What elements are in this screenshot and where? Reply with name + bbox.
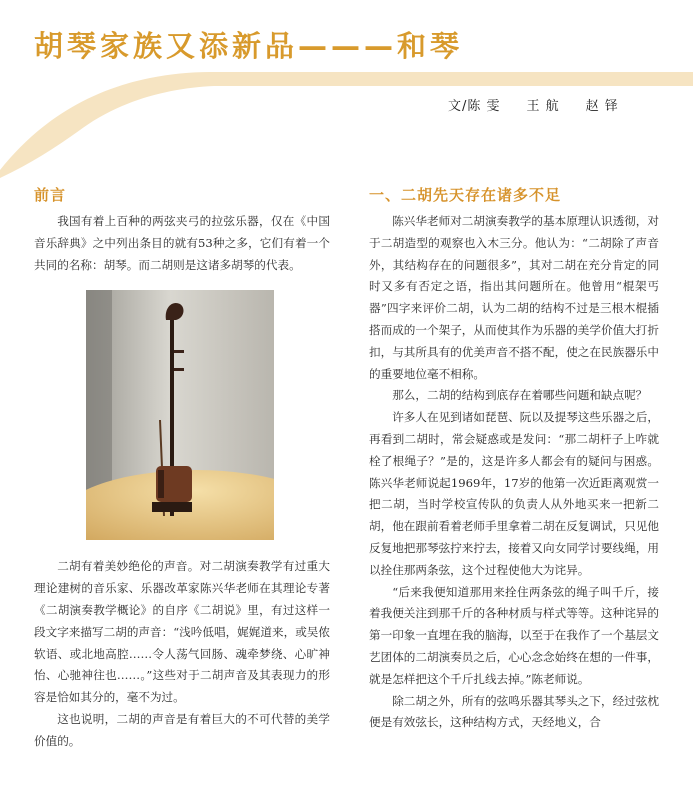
- section-heading-preface: 前言: [34, 186, 67, 204]
- body-paragraph: 除二胡之外，所有的弦鸣乐器其琴头之下，经过弦枕便是有效弦长，这种结构方式，天经地义，合: [369, 693, 659, 730]
- article-title: 胡琴家族又添新品———和琴: [34, 29, 464, 63]
- body-paragraph: 那么，二胡的结构到底存在着哪些问题和缺点呢？: [392, 388, 648, 403]
- body-paragraph: 二胡有着美妙绝伦的声音。对二胡演奏教学有过重大理论建树的音乐家、乐器改革家陈兴华老师在其理论专著《二胡演奏教学概论》的自序《二胡说》里，有过这样一段文字来描写二胡的声音：“浅吟低唱，娓娓道来，或吴侬软语、或北地高腔……令人荡气回肠、魂牵梦绕、心旷神怡、心驰神往也……。”这些对于二胡声音及其表现力的形容是恰如其分的，毫不为过。: [34, 559, 330, 705]
- author-3: 赵 铎: [585, 99, 619, 114]
- body-paragraph: “后来我便知道那用来拴住两条弦的绳子叫千斤，接着我便关注到那千斤的各种材质与样式等等。这种诧异的第一印象一直埋在我的脑海，以至于在我作了一个基层文艺团体的二胡演奏员之后，心心念念始终在想的一件事，就是怎样把这个千斤扎线去掉。”陈老师说。: [369, 584, 659, 686]
- author-1: 文/陈 雯: [448, 99, 501, 114]
- body-paragraph: 这也说明，二胡的声音是有着巨大的不可代替的美学价值的。: [34, 711, 330, 748]
- erhu-photo: [86, 290, 274, 540]
- erhu-illustration: [86, 290, 274, 540]
- left-column: [34, 184, 330, 753]
- author-byline: [448, 95, 619, 114]
- body-paragraph: 陈兴华老师对二胡演奏教学的基本原理认识透彻，对于二胡造型的观察也入木三分。他认为：“二胡除了声音外，其结构存在的问题很多”，其对二胡在充分肯定的同时又多有否定之语，指出其问题所在。他曾用“棍架丐器”四字来评价二胡，认为二胡的结构不过是三根木棍插搭而成的一个架子，从而使其作为乐器的美学价值大打折扣，与其所具有的优美声音不搭不配，使之在民族器乐中的重要地位毫不相称。: [369, 214, 659, 381]
- author-2: 王 航: [526, 99, 560, 114]
- body-paragraph: 许多人在见到诸如琵琶、阮以及提琴这些乐器之后，再看到二胡时，常会疑惑或是发问：“那二胡杆子上咋就栓了根绳子？”是的，这是许多人都会有的疑问与困惑。陈兴华老师说起1969年，17岁的他第一次近距离观赏一把二胡，当时学校宣传队的负责人从外地买来一把新二胡，他在跟前看着老师手里拿着二胡在反复调试，只见他反复地把那琴弦拧来拧去，接着又向女同学讨要线绳，用以拴住那两条弦，这个过程使他大为诧异。: [369, 410, 659, 577]
- section-heading-1: 一、二胡先天存在诸多不足: [369, 186, 562, 204]
- right-column: [369, 184, 659, 734]
- body-paragraph: 我国有着上百种的两弦夹弓的拉弦乐器，仅在《中国音乐辞典》之中列出条目的就有53种之多，它们有着一个共同的名称：胡琴。而二胡则是这诸多胡琴的代表。: [34, 214, 330, 272]
- decorative-swoosh: [0, 60, 693, 180]
